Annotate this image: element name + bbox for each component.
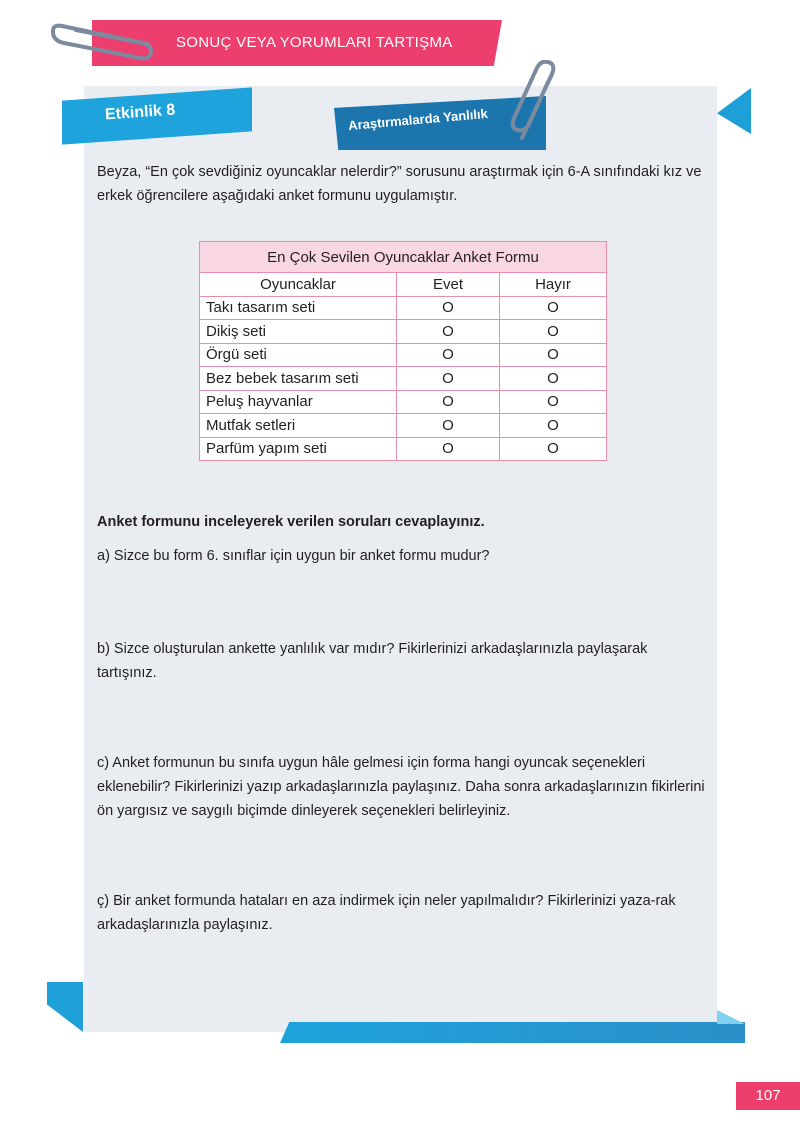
- activity-label: Etkinlik 8: [104, 101, 176, 124]
- corner-decoration: [717, 1010, 745, 1024]
- paperclip-icon: [508, 60, 564, 144]
- bottom-bar: [280, 1022, 745, 1043]
- topic-label: Araştırmalarda Yanlılık: [347, 105, 489, 134]
- no-option[interactable]: O: [500, 367, 607, 391]
- intro-paragraph: Beyza, “En çok sevdiğiniz oyuncaklar nelerdir?” sorusunu araştırmak için 6-A sınıfındaki kız ve erkek öğrencilere aşağıdaki anket formunu uygulamıştır.: [97, 164, 702, 204]
- toy-name: Peluş hayvanlar: [200, 390, 397, 414]
- yes-option[interactable]: O: [397, 320, 500, 344]
- question-c: c) Anket formunun bu sınıfa uygun hâle gelmesi için forma hangi oyuncak seçenekleri eklenebilir? Fikirlerinizi yazıp arkadaşlarınızla paylaşınız. Daha sonra arkadaşlarınızın fikirlerini ön yargısız ve saygılı biçimde dinleyerek seçenekleri belirleyiniz.: [97, 755, 705, 819]
- toy-name: Mutfak setleri: [200, 414, 397, 438]
- column-header: Oyuncaklar: [200, 273, 397, 297]
- no-option[interactable]: O: [500, 343, 607, 367]
- no-option[interactable]: O: [500, 437, 607, 461]
- yes-option[interactable]: O: [397, 367, 500, 391]
- yes-option[interactable]: O: [397, 390, 500, 414]
- question-a: a) Sizce bu form 6. sınıflar için uygun bir anket formu mudur?: [97, 548, 490, 564]
- no-option[interactable]: O: [500, 390, 607, 414]
- no-option[interactable]: O: [500, 414, 607, 438]
- header-title: SONUÇ VEYA YORUMLARI TARTIŞMA: [176, 34, 453, 51]
- toy-name: Örgü seti: [200, 343, 397, 367]
- toy-name: Parfüm yapım seti: [200, 437, 397, 461]
- column-header: Hayır: [500, 273, 607, 297]
- table-row: [200, 367, 607, 391]
- question-b: b) Sizce oluşturulan ankette yanlılık var mıdır? Fikirlerinizi arkadaşlarınızla paylaşarak tartışınız.: [97, 641, 648, 681]
- no-option[interactable]: O: [500, 296, 607, 320]
- table-row: [200, 296, 607, 320]
- table-row: [200, 390, 607, 414]
- yes-option[interactable]: O: [397, 437, 500, 461]
- toy-name: Dikiş seti: [200, 320, 397, 344]
- page-number: 107: [736, 1082, 800, 1110]
- yes-option[interactable]: O: [397, 296, 500, 320]
- table-row: [200, 320, 607, 344]
- column-header: Evet: [397, 273, 500, 297]
- toy-name: Bez bebek tasarım seti: [200, 367, 397, 391]
- question-d: ç) Bir anket formunda hataları en aza indirmek için neler yapılmalıdır? Fikirlerinizi yaza-rak arkadaşlarınızla paylaşınız.: [97, 893, 676, 933]
- table-row: [200, 437, 607, 461]
- table-row: [200, 343, 607, 367]
- instruction-heading: Anket formunu inceleyerek verilen soruları cevaplayınız.: [97, 514, 485, 530]
- yes-option[interactable]: O: [397, 343, 500, 367]
- table-header-row: [200, 273, 607, 297]
- corner-decoration: [47, 982, 83, 1032]
- toy-name: Takı tasarım seti: [200, 296, 397, 320]
- paperclip-icon: [48, 14, 158, 64]
- yes-option[interactable]: O: [397, 414, 500, 438]
- corner-decoration: [717, 88, 751, 134]
- survey-table: [199, 241, 607, 461]
- survey-title: En Çok Sevilen Oyuncaklar Anket Formu: [200, 242, 607, 273]
- no-option[interactable]: O: [500, 320, 607, 344]
- table-row: [200, 414, 607, 438]
